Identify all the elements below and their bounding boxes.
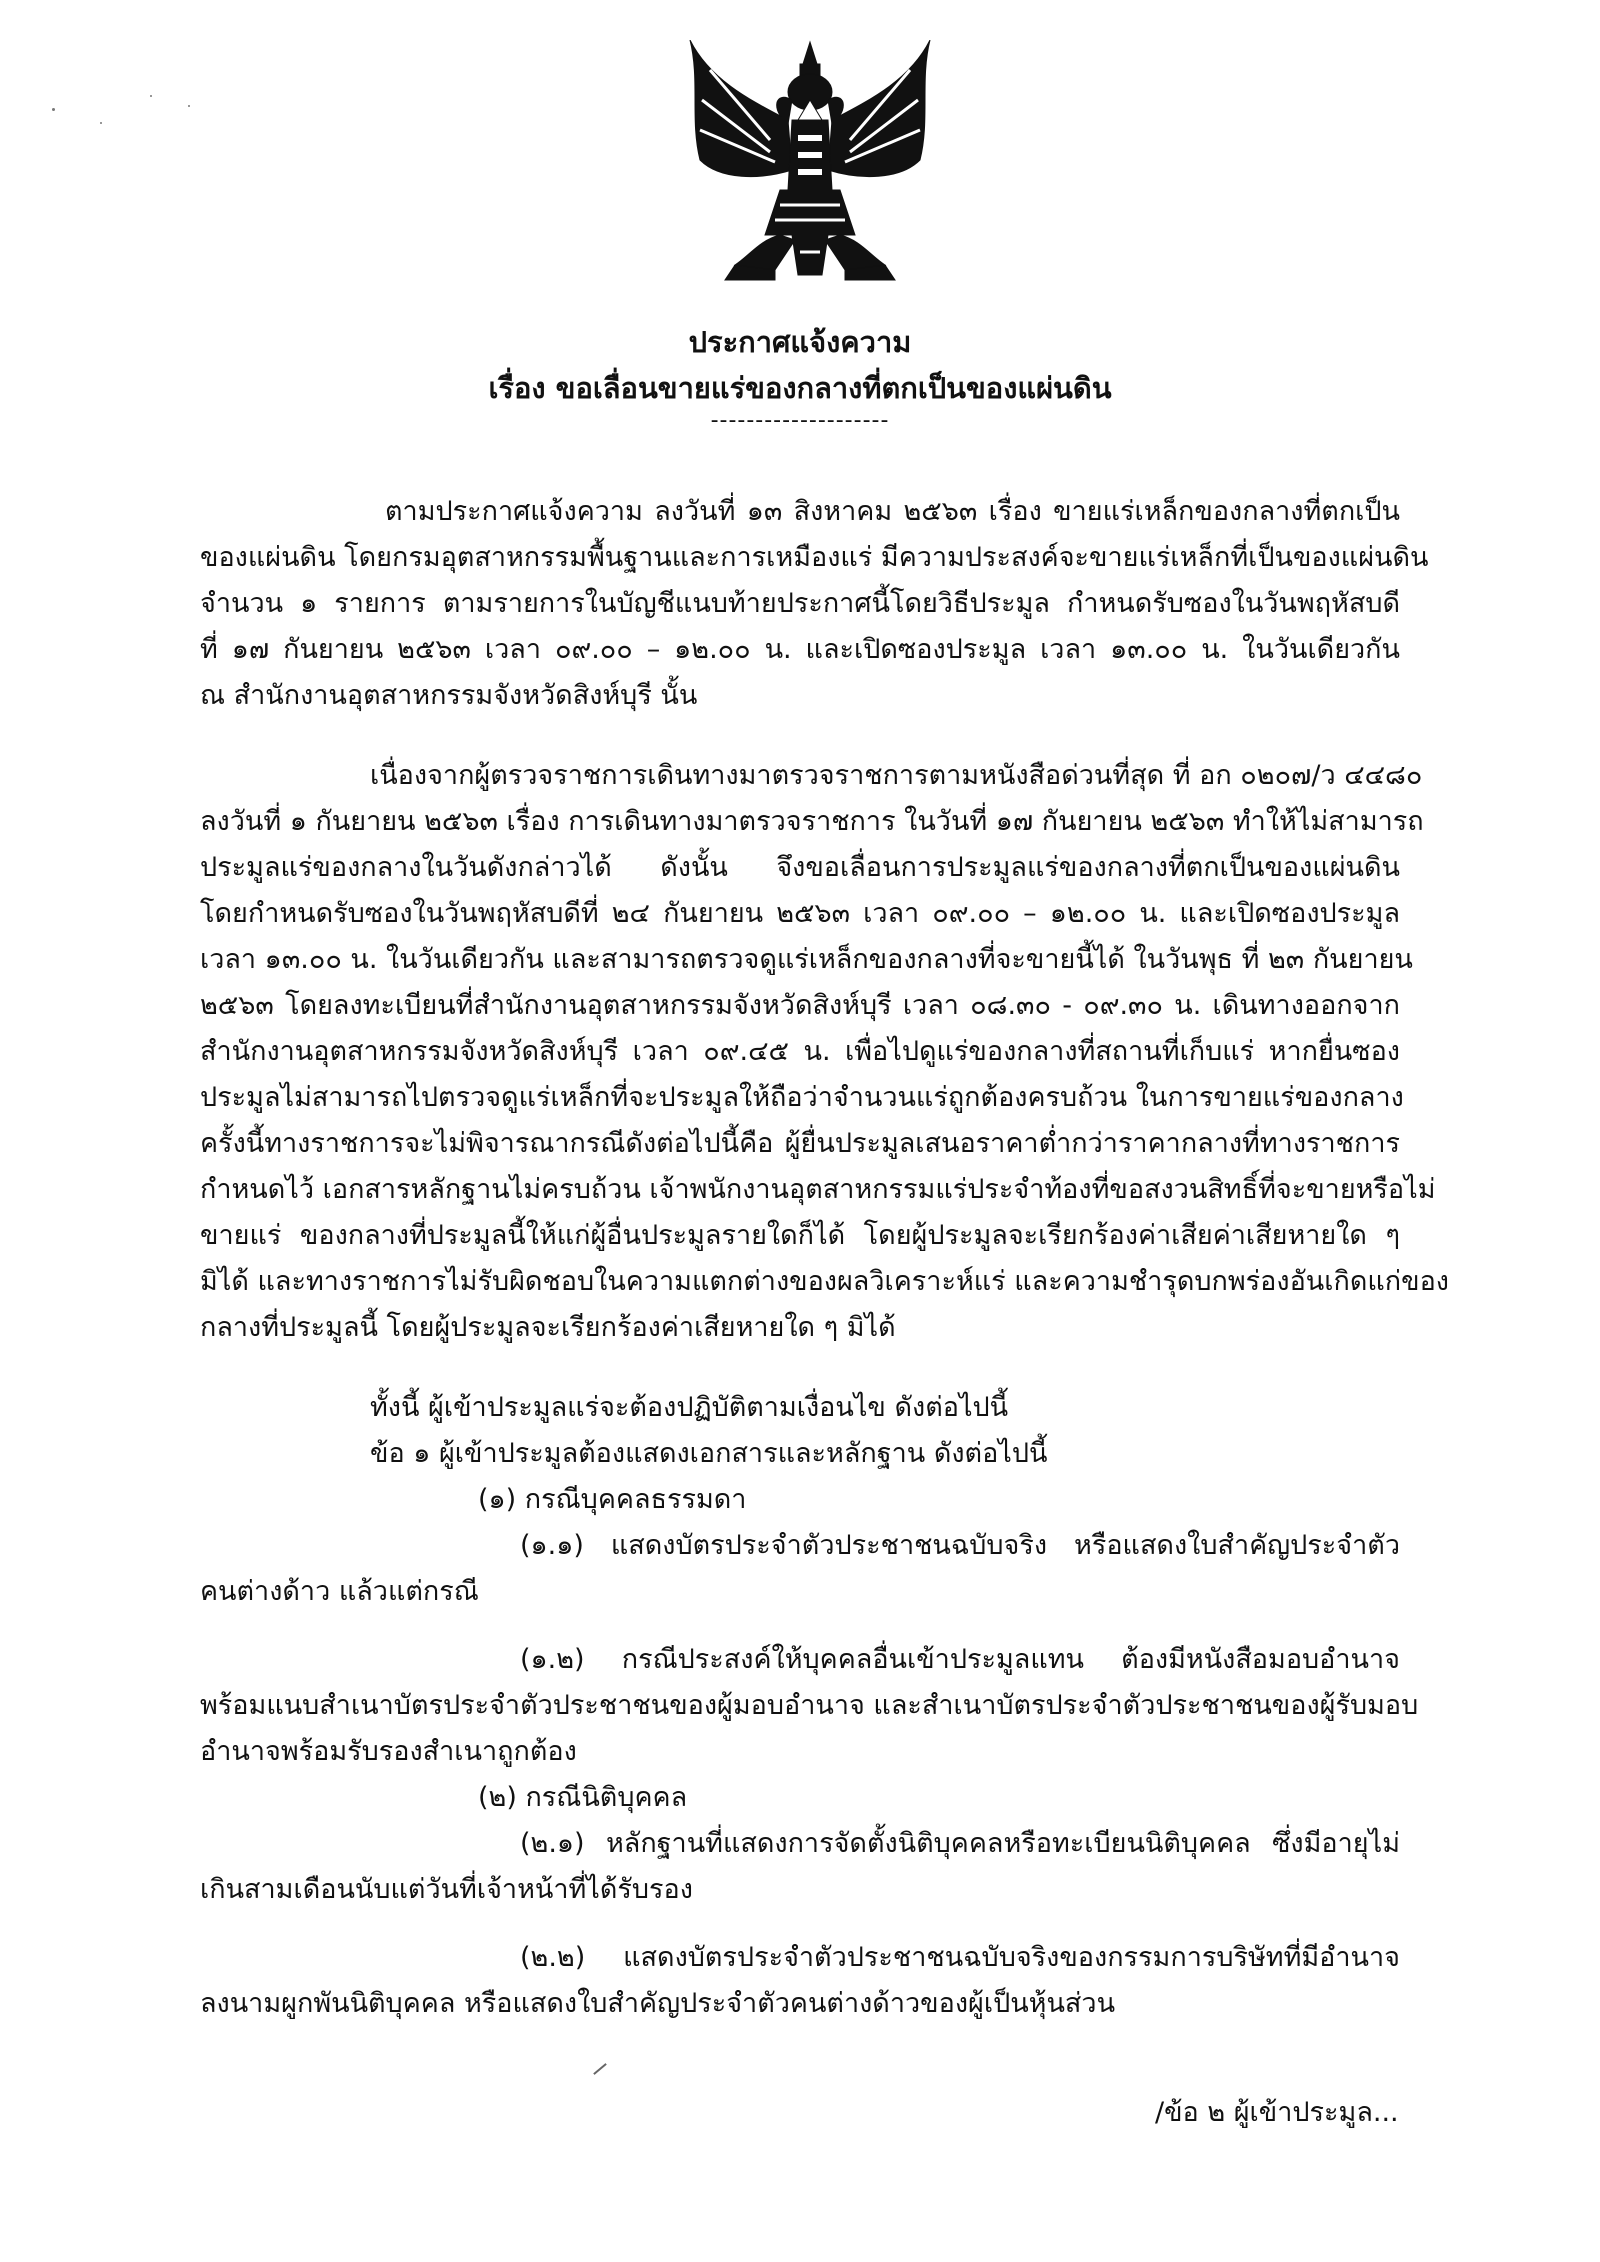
- item-2-2-line: (๒.๒) แสดงบัตรประจำตัวประชาชนฉบับจริงของกรรมการบริษัทที่มีอำนาจ: [520, 1942, 1400, 1973]
- item-1-2-line: พร้อมแนบสำเนาบัตรประจำตัวประชาชนของผู้มอบอำนาจ และสำเนาบัตรประจำตัวประชาชนของผู้รับมอบ: [200, 1690, 1419, 1721]
- paragraph-2-line: ขายแร่ ของกลางที่ประมูลนี้ให้แก่ผู้อื่นประมูลรายใดก็ได้ โดยผู้ประมูลจะเรียกร้องค่าเสียค่าเสียหายใด ๆ: [200, 1220, 1400, 1251]
- paragraph-2-line: โดยกำหนดรับซองในวันพฤหัสบดีที่ ๒๔ กันยายน ๒๕๖๓ เวลา ๐๙.๐๐ – ๑๒.๐๐ น. และเปิดซองประมูล: [200, 898, 1400, 929]
- paragraph-2-line: ประมูลแร่ของกลางในวันดังกล่าวได้ ดังนั้น จึงขอเลื่อนการประมูลแร่ของกลางที่ตกเป็นของแผ่นดิน: [200, 852, 1400, 883]
- scan-speck: [100, 122, 102, 124]
- stray-mark: [593, 2063, 607, 2075]
- paragraph-2-line: ๒๕๖๓ โดยลงทะเบียนที่สำนักงานอุตสาหกรรมจังหวัดสิงห์บุรี เวลา ๐๘.๓๐ - ๐๙.๓๐ น. เดินทางออกจาก: [200, 990, 1400, 1021]
- item-1-2-line: อำนาจพร้อมรับรองสำเนาถูกต้อง: [200, 1736, 577, 1767]
- paragraph-2-line: ครั้งนี้ทางราชการจะไม่พิจารณากรณีดังต่อไปนี้คือ ผู้ยื่นประมูลเสนอราคาต่ำกว่าราคากลางที่ทางราชการ: [200, 1128, 1400, 1159]
- announcement-subject: เรื่อง ขอเลื่อนขายแร่ของกลางที่ตกเป็นของแผ่นดิน: [488, 371, 1112, 405]
- conditions-intro: ทั้งนี้ ผู้เข้าประมูลแร่จะต้องปฏิบัติตามเงื่อนไข ดังต่อไปนี้: [370, 1392, 1009, 1423]
- garuda-icon: [680, 40, 940, 285]
- paragraph-1-line: ของแผ่นดิน โดยกรมอุตสาหกรรมพื้นฐานและการเหมืองแร่ มีความประสงค์จะขายแร่เหล็กที่เป็นของแผ่นดิน: [200, 542, 1429, 573]
- paragraph-2-line: เวลา ๑๓.๐๐ น. ในวันเดียวกัน และสามารถตรวจดูแร่เหล็กของกลางที่จะขายนี้ได้ ในวันพุธ ที่ ๒๓ กันยายน: [200, 944, 1413, 975]
- scan-speck: [188, 105, 190, 107]
- item-1-heading: (๑) กรณีบุคคลธรรมดา: [478, 1484, 747, 1515]
- item-2-2-line: ลงนามผูกพันนิติบุคคล หรือแสดงใบสำคัญประจำตัวคนต่างด้าวของผู้เป็นหุ้นส่วน: [200, 1988, 1116, 2019]
- item-1-1-line: คนต่างด้าว แล้วแต่กรณี: [200, 1576, 479, 1607]
- scan-speck: [150, 95, 152, 97]
- paragraph-2-line: กำหนดไว้ เอกสารหลักฐานไม่ครบถ้วน เจ้าพนักงานอุตสาหกรรมแร่ประจำท้องที่ขอสงวนสิทธิ์ที่จะขายหรือไม่: [200, 1174, 1436, 1205]
- paragraph-1-line: ตามประกาศแจ้งความ ลงวันที่ ๑๓ สิงหาคม ๒๕๖๓ เรื่อง ขายแร่เหล็กของกลางที่ตกเป็น: [385, 496, 1400, 527]
- continuation-note: /ข้อ ๒ ผู้เข้าประมูล...: [1155, 2097, 1399, 2128]
- paragraph-1-line: จำนวน ๑ รายการ ตามรายการในบัญชีแนบท้ายประกาศนี้โดยวิธีประมูล กำหนดรับซองในวันพฤหัสบดี: [200, 588, 1400, 619]
- paragraph-1-line: ณ สำนักงานอุตสาหกรรมจังหวัดสิงห์บุรี นั้น: [200, 680, 698, 711]
- paragraph-2-line: ลงวันที่ ๑ กันยายน ๒๕๖๓ เรื่อง การเดินทางมาตรวจราชการ ในวันที่ ๑๗ กันยายน ๒๕๖๓ ทำให้ไม่สามารถ: [200, 806, 1424, 837]
- announcement-title: ประกาศแจ้งความ: [688, 325, 912, 359]
- paragraph-2-line: ประมูลไม่สามารถไปตรวจดูแร่เหล็กที่จะประมูลให้ถือว่าจำนวนแร่ถูกต้องครบถ้วน ในการขายแร่ของกลาง: [200, 1082, 1404, 1113]
- scan-speck: [52, 108, 55, 111]
- paragraph-2-line: สำนักงานอุตสาหกรรมจังหวัดสิงห์บุรี เวลา ๐๙.๔๕ น. เพื่อไปดูแร่ของกลางที่สถานที่เก็บแร่ หากยื่นซอง: [200, 1036, 1400, 1067]
- item-2-heading: (๒) กรณีนิติบุคคล: [478, 1782, 688, 1813]
- title-divider: --------------------: [710, 408, 890, 433]
- item-1-1-line: (๑.๑) แสดงบัตรประจำตัวประชาชนฉบับจริง หรือแสดงใบสำคัญประจำตัว: [520, 1530, 1400, 1561]
- item-2-1-line: (๒.๑) หลักฐานที่แสดงการจัดตั้งนิติบุคคลหรือทะเบียนนิติบุคคล ซึ่งมีอายุไม่: [520, 1828, 1400, 1859]
- paragraph-2-line: เนื่องจากผู้ตรวจราชการเดินทางมาตรวจราชการตามหนังสือด่วนที่สุด ที่ อก ๐๒๐๗/ว ๔๔๘๐: [370, 760, 1423, 791]
- clause-1-heading: ข้อ ๑ ผู้เข้าประมูลต้องแสดงเอกสารและหลักฐาน ดังต่อไปนี้: [370, 1438, 1048, 1469]
- garuda-emblem: [680, 40, 940, 285]
- paragraph-2-line: กลางที่ประมูลนี้ โดยผู้ประมูลจะเรียกร้องค่าเสียหายใด ๆ มิได้: [200, 1312, 896, 1343]
- paragraph-2-line: มิได้ และทางราชการไม่รับผิดชอบในความแตกต่างของผลวิเคราะห์แร่ และความชำรุดบกพร่องอันเกิดแก่ของ: [200, 1266, 1449, 1297]
- item-2-1-line: เกินสามเดือนนับแต่วันที่เจ้าหน้าที่ได้รับรอง: [200, 1874, 693, 1905]
- paragraph-1-line: ที่ ๑๗ กันยายน ๒๕๖๓ เวลา ๐๙.๐๐ – ๑๒.๐๐ น. และเปิดซองประมูล เวลา ๑๓.๐๐ น. ในวันเดียวกัน: [200, 634, 1400, 665]
- item-1-2-line: (๑.๒) กรณีประสงค์ให้บุคคลอื่นเข้าประมูลแทน ต้องมีหนังสือมอบอำนาจ: [520, 1644, 1400, 1675]
